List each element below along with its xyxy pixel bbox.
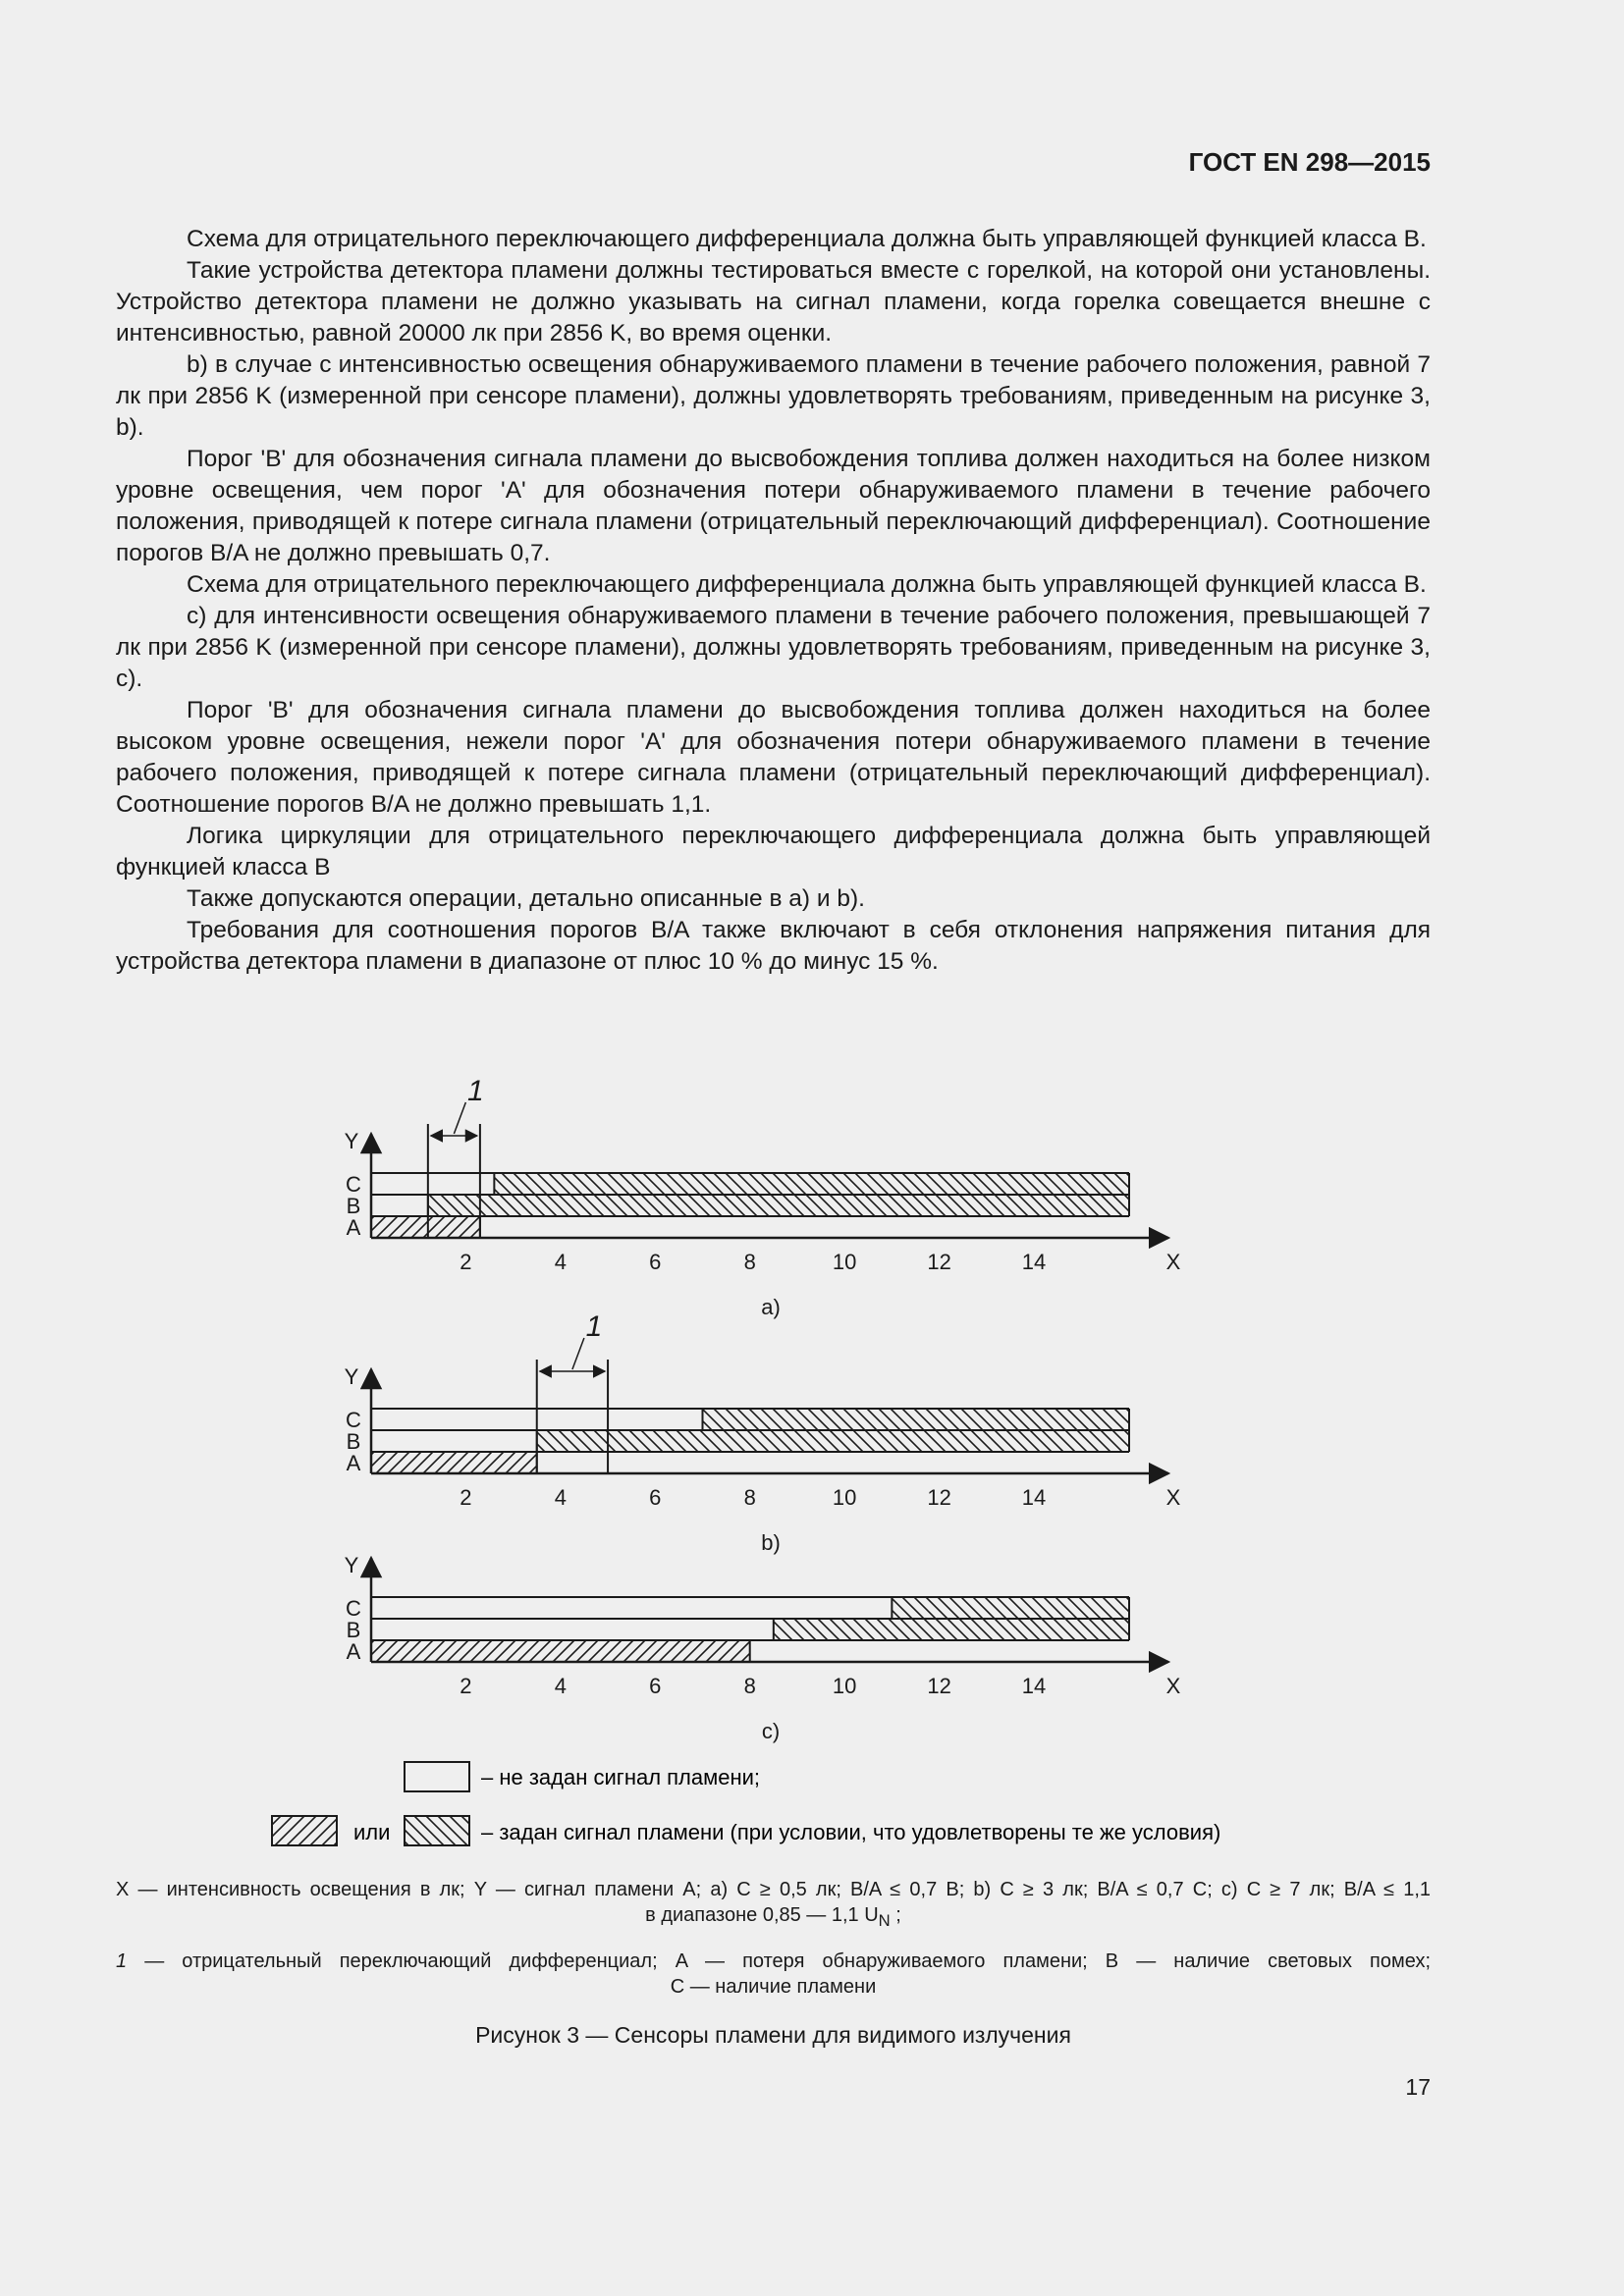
paragraph: Требования для соотношения порогов B/A также включают в себя отклонения напряжения питания для устройства детектора пламени в диапазоне от плюс 10 % до минус 15 %. xyxy=(116,917,1431,975)
subfigure-label: c) xyxy=(761,1719,781,1743)
paragraph: Порог 'B' для обозначения сигнала пламени до высвобождения топлива должен находиться на более низком уровне освещения, чем порог 'A' для обозначения потери обнаруживаемого пламени в течение рабочего положения, приводящей к потере сигнала пламени (отрицательный переключающий дифференциал). Соотношение порогов B/A не должно превышать 0,7. xyxy=(116,446,1431,566)
row-label: A xyxy=(346,1639,361,1664)
row-a-signal xyxy=(371,1452,537,1473)
x-axis-label: X xyxy=(1165,1674,1181,1698)
paragraph: c) для интенсивности освещения обнаруживаемого пламени в течение рабочего положения, превышающей 7 лк при 2856 K (измеренной при сенсоре пламени), должны удовлетворять требованиям, приведенным на рисунке 3, c). xyxy=(116,603,1431,692)
row-label: C xyxy=(346,1596,361,1621)
row-label: C xyxy=(346,1408,361,1432)
x-axis-label: X xyxy=(1165,1250,1181,1274)
tick-label: 14 xyxy=(1021,1250,1047,1274)
diff-marker-label: 1 xyxy=(467,1075,484,1107)
row-label: B xyxy=(346,1194,361,1218)
diff-leader xyxy=(572,1338,584,1369)
legend-hatch-forward-swatch xyxy=(272,1816,337,1845)
row-c-signal xyxy=(892,1597,1129,1619)
figure-diagrams xyxy=(0,1060,1624,1865)
legend xyxy=(272,1762,1220,1845)
paragraph: Схема для отрицательного переключающего дифференциала должна быть управляющей функцией класса B. xyxy=(187,571,1427,598)
row-b-signal xyxy=(774,1619,1129,1640)
row-c-signal xyxy=(703,1409,1130,1430)
row-label: A xyxy=(346,1451,361,1475)
paragraph: Схема для отрицательного переключающего дифференциала должна быть управляющей функцией класса B. xyxy=(187,226,1427,252)
note-line: X — интенсивность освещения в лк; Y — сигнал пламени A; a) C ≥ 0,5 лк; B/A ≤ 0,7 B; b) C ≥ 3 лк; B/A ≤ 0,7 C; c) C ≥ 7 лк; B/A ≤ 1,1 xyxy=(116,1879,1431,1900)
tick-label: 4 xyxy=(554,1674,567,1698)
figure-notes-2 xyxy=(116,1949,1431,2000)
row-b-signal xyxy=(428,1195,1129,1216)
paragraph: Порог 'B' для обозначения сигнала пламени до высвобождения топлива должен находиться на более высоком уровне освещения, нежели порог 'A' для обозначения потери обнаруживаемого пламени в течение рабочего положения, приводящей к потере сигнала пламени (отрицательный переключающий дифференциал). Соотношение порогов B/A не должно превышать 1,1. xyxy=(116,697,1431,818)
tick-label: 2 xyxy=(460,1674,472,1698)
note-line: 1 — отрицательный переключающий дифференциал; A — потеря обнаруживаемого пламени; B — наличие световых помех; xyxy=(116,1950,1431,1972)
tick-label: 12 xyxy=(927,1485,951,1510)
y-axis-label: Y xyxy=(344,1129,359,1153)
tick-label: 2 xyxy=(460,1250,472,1274)
paragraph: Также допускаются операции, детально описанные в a) и b). xyxy=(187,885,865,912)
legend-hatch-back-swatch xyxy=(405,1816,469,1845)
subfigure-label: a) xyxy=(761,1295,781,1319)
y-axis-label: Y xyxy=(344,1553,359,1577)
tick-label: 4 xyxy=(554,1485,567,1510)
tick-label: 10 xyxy=(832,1674,857,1698)
paragraph: Логика циркуляции для отрицательного переключающего дифференциала должна быть управляющей функцией класса B xyxy=(116,823,1431,881)
tick-label: 8 xyxy=(743,1674,756,1698)
page-number: 17 xyxy=(1405,2074,1431,2100)
diff-leader xyxy=(454,1102,465,1134)
tick-label: 6 xyxy=(649,1674,662,1698)
legend-or-text: или xyxy=(353,1820,391,1844)
row-a-signal xyxy=(371,1216,480,1238)
tick-label: 6 xyxy=(649,1250,662,1274)
row-b-signal xyxy=(537,1430,1129,1452)
legend-set-text: – задан сигнал пламени (при условии, что удовлетворены те же условия) xyxy=(481,1820,1221,1844)
row-label: C xyxy=(346,1172,361,1197)
body-text xyxy=(116,224,1431,978)
row-label: B xyxy=(346,1429,361,1454)
tick-label: 6 xyxy=(649,1485,662,1510)
tick-label: 14 xyxy=(1021,1485,1047,1510)
tick-label: 12 xyxy=(927,1674,951,1698)
tick-label: 4 xyxy=(554,1250,567,1274)
document-code: ГОСТ EN 298—2015 xyxy=(1188,147,1431,177)
figure-notes-1 xyxy=(116,1877,1431,1934)
diff-marker-label: 1 xyxy=(585,1310,603,1343)
row-label: B xyxy=(346,1618,361,1642)
tick-label: 14 xyxy=(1021,1674,1047,1698)
subfigure-label: b) xyxy=(761,1530,781,1555)
tick-label: 10 xyxy=(832,1250,857,1274)
tick-label: 12 xyxy=(927,1250,951,1274)
legend-empty-swatch xyxy=(405,1762,469,1791)
paragraph: Такие устройства детектора пламени должны тестироваться вместе с горелкой, на которой они установлены. Устройство детектора пламени не должно указывать на сигнал пламени, когда горелка совещается внешне с интенсивностью, равной 20000 лк при 2856 K, во время оценки. xyxy=(116,257,1431,347)
row-label: A xyxy=(346,1215,361,1240)
figure-3 xyxy=(0,1060,1624,1870)
figure-caption: Рисунок 3 — Сенсоры пламени для видимого излучения xyxy=(475,2022,1071,2048)
note-line: C — наличие пламени xyxy=(670,1976,877,1998)
diagrams-group xyxy=(345,1075,1181,1743)
paragraph: b) в случае с интенсивностью освещения обнаруживаемого пламени в течение рабочего положения, равной 7 лк при 2856 K (измеренной при сенсоре пламени), должны удовлетворять требованиям, приведенным на рисунке 3, b). xyxy=(116,351,1431,441)
row-c-signal xyxy=(494,1173,1129,1195)
tick-label: 8 xyxy=(743,1485,756,1510)
tick-label: 10 xyxy=(832,1485,857,1510)
x-axis-label: X xyxy=(1165,1485,1181,1510)
row-a-signal xyxy=(371,1640,750,1662)
note-line: в диапазоне 0,85 — 1,1 $U_N$ ; xyxy=(645,1904,901,1930)
y-axis-label: Y xyxy=(344,1364,359,1389)
legend-none-text: – не задан сигнал пламени; xyxy=(481,1765,761,1789)
tick-label: 8 xyxy=(743,1250,756,1274)
tick-label: 2 xyxy=(460,1485,472,1510)
